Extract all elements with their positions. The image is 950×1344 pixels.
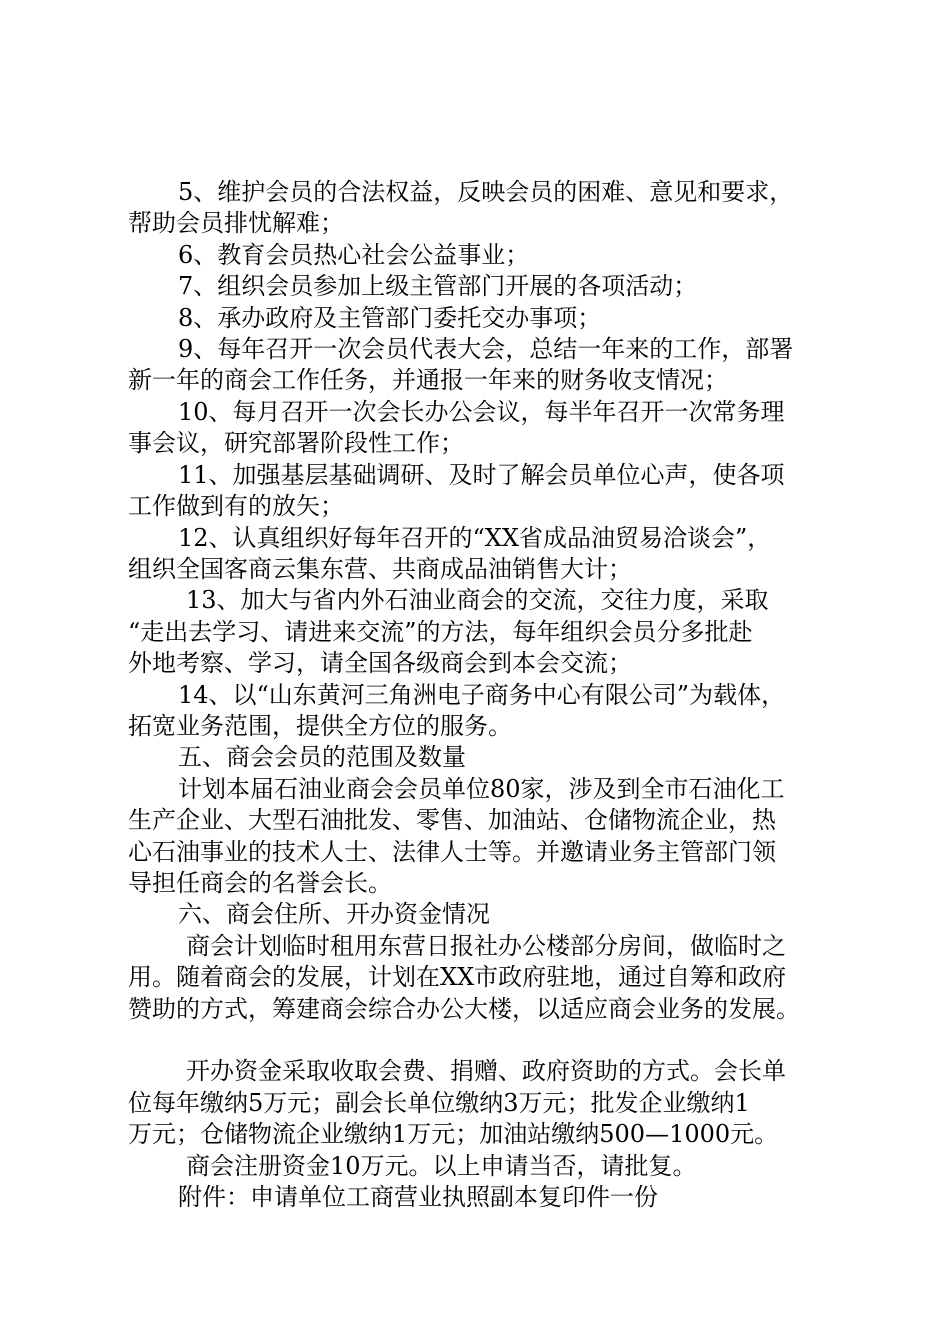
text-line: 附件：申请单位工商营业执照副本复印件一份 <box>178 1183 658 1211</box>
text-line: 5、维护会员的合法权益，反映会员的困难、意见和要求， <box>178 178 794 206</box>
text-line: 事会议，研究部署阶段性工作； <box>128 429 464 457</box>
text-line: 商会注册资金10万元。以上申请当否，请批复。 <box>186 1152 697 1180</box>
text-line: 12、认真组织好每年召开的“XX省成品油贸易洽谈会”， <box>178 524 772 552</box>
text-line: 心石油事业的技术人士、法律人士等。并邀请业务主管部门领 <box>128 838 776 866</box>
text-line: 拓宽业务范围，提供全方位的服务。 <box>128 712 512 740</box>
text-line: 9、每年召开一次会员代表大会，总结一年来的工作，部署 <box>178 335 794 363</box>
text-line: 6、教育会员热心社会公益事业； <box>178 241 530 269</box>
text-line: 13、加大与省内外石油业商会的交流，交往力度，采取 <box>186 586 769 614</box>
text-line: 10、每月召开一次会长办公会议，每半年召开一次常务理 <box>178 398 785 426</box>
text-line: 帮助会员排忧解难； <box>128 209 344 237</box>
text-line: 开办资金采取收取会费、捐赠、政府资助的方式。会长单 <box>186 1057 786 1085</box>
text-line: 赞助的方式，筹建商会综合办公大楼，以适应商会业务的发展。 <box>128 995 800 1023</box>
text-line: 7、组织会员参加上级主管部门开展的各项活动； <box>178 272 698 300</box>
text-line: 11、加强基层基础调研、及时了解会员单位心声，使各项 <box>178 461 785 489</box>
text-line: 商会计划临时租用东营日报社办公楼部分房间，做临时之 <box>186 932 786 960</box>
section-heading: 六、商会住所、开办资金情况 <box>178 900 490 928</box>
text-line: 组织全国客商云集东营、共商成品油销售大计； <box>128 555 632 583</box>
text-line: 导担任商会的名誉会长。 <box>128 869 392 897</box>
text-line: 14、以“山东黄河三角洲电子商务中心有限公司”为载体， <box>178 681 786 709</box>
text-line: 用。随着商会的发展，计划在XX市政府驻地，通过自筹和政府 <box>128 963 787 991</box>
text-line: “走出去学习、请进来交流”的方法，每年组织会员分多批赴 <box>128 618 753 646</box>
text-line: 计划本届石油业商会会员单位80家，涉及到全市石油化工 <box>178 775 785 803</box>
text-line: 万元；仓储物流企业缴纳1万元；加油站缴纳500—1000元。 <box>128 1120 779 1148</box>
text-line: 工作做到有的放矢； <box>128 492 344 520</box>
text-line: 新一年的商会工作任务，并通报一年来的财务收支情况； <box>128 366 728 394</box>
text-line: 生产企业、大型石油批发、零售、加油站、仓储物流企业，热 <box>128 806 776 834</box>
section-heading: 五、商会会员的范围及数量 <box>178 743 466 771</box>
text-line: 位每年缴纳5万元；副会长单位缴纳3万元；批发企业缴纳1 <box>128 1089 750 1117</box>
text-line: 8、承办政府及主管部门委托交办事项； <box>178 304 602 332</box>
text-line: 外地考察、学习，请全国各级商会到本会交流； <box>128 649 632 677</box>
